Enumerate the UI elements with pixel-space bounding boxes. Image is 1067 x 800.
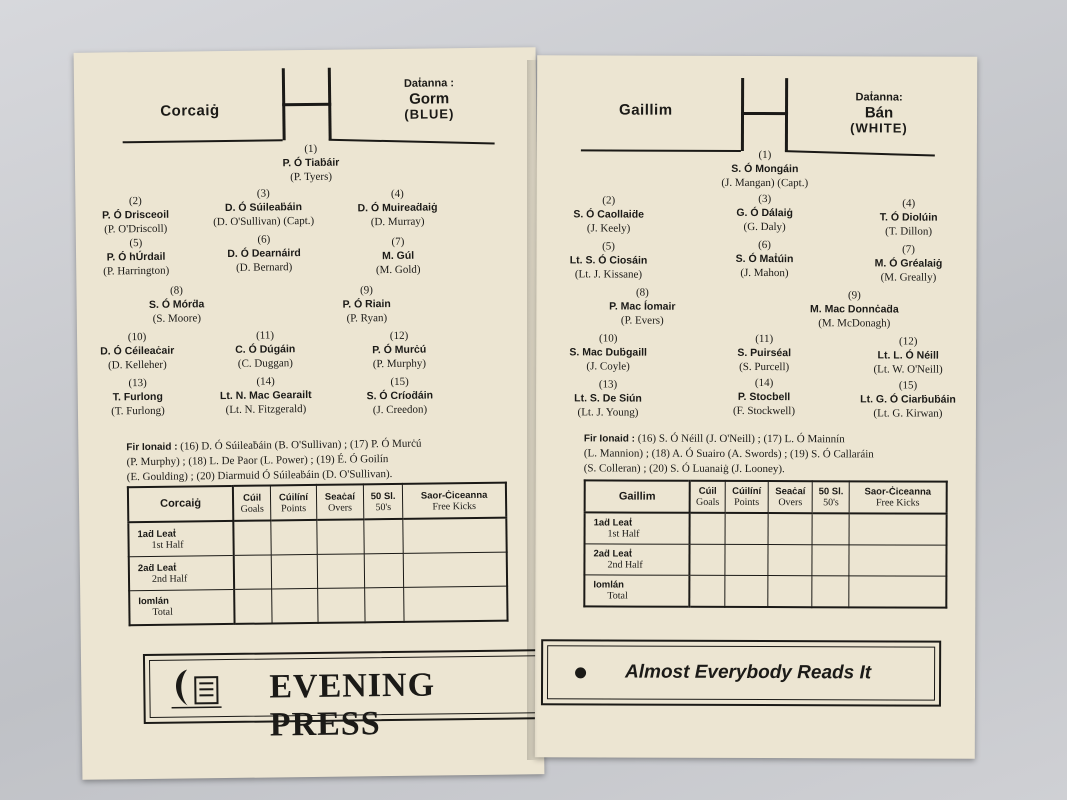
column-english: Goals xyxy=(695,496,720,508)
left-colours xyxy=(374,76,485,122)
player-name-english: (M. Greally) xyxy=(880,271,937,284)
score-cell[interactable] xyxy=(689,575,725,607)
player-number: (4) xyxy=(390,187,404,200)
right-player xyxy=(834,196,984,239)
score-cell[interactable] xyxy=(768,576,813,608)
score-cell[interactable] xyxy=(364,519,404,554)
player-name-irish: M. Gúl xyxy=(381,249,415,263)
player-name-english: (G. Daly) xyxy=(743,220,786,234)
player-name-english: (F. Stockwell) xyxy=(732,404,796,418)
player-name-irish: D. Ó Muireaḋaiġ xyxy=(357,201,438,215)
player-number: (2) xyxy=(128,195,142,208)
score-column-header xyxy=(271,485,317,521)
score-cell[interactable] xyxy=(234,589,272,624)
player-number: (8) xyxy=(169,284,183,297)
score-row-header xyxy=(129,556,234,591)
right-player xyxy=(533,331,683,374)
player-name-english: (P. Harrington) xyxy=(103,264,170,278)
player-name-english: (Lt. J. Kissane) xyxy=(574,268,643,281)
score-column-header xyxy=(363,484,403,520)
player-name-irish: Lt. L. Ó Néill xyxy=(877,349,939,362)
player-name-english: (D. O'Sullivan) (Capt.) xyxy=(213,214,315,229)
score-cell[interactable] xyxy=(725,513,768,545)
score-column-header xyxy=(403,483,507,519)
right-player xyxy=(689,332,839,375)
row-english: 2nd Half xyxy=(151,573,188,585)
score-row-header xyxy=(129,589,234,625)
row-irish: 2aḋ Leaṫ xyxy=(137,562,177,574)
right-subs-line: (16) S. Ó Néill (J. O'Neill) ; (17) L. Ó Mainnín xyxy=(637,432,845,446)
row-irish: 1aḋ Leaṫ xyxy=(137,528,177,540)
score-cell[interactable] xyxy=(690,513,726,545)
left-colours-label: Daṫanna : xyxy=(403,77,455,90)
player-name-english: (J. Mahon) xyxy=(740,266,789,280)
score-cell[interactable] xyxy=(317,520,365,555)
right-player xyxy=(689,238,839,281)
evening-press-ad-slogan xyxy=(541,639,941,706)
right-player xyxy=(690,148,840,191)
player-name-english: (P. Murphy) xyxy=(372,357,427,371)
left-player xyxy=(101,283,252,327)
player-number: (15) xyxy=(898,379,918,392)
score-cell[interactable] xyxy=(725,545,768,576)
player-number: (4) xyxy=(902,197,916,210)
left-player xyxy=(324,328,475,372)
score-row-header xyxy=(585,513,690,545)
left-subs-label: Fir Ionaid : xyxy=(126,441,178,454)
score-cell[interactable] xyxy=(849,545,946,576)
score-column-header xyxy=(725,481,768,513)
player-name-english: (P. O'Driscoll) xyxy=(104,222,168,236)
player-number: (1) xyxy=(304,142,318,156)
score-cell[interactable] xyxy=(689,544,725,575)
right-page xyxy=(535,55,977,759)
score-cell[interactable] xyxy=(849,513,946,545)
player-name-english: (J. Keely) xyxy=(586,222,631,235)
column-english: 50's xyxy=(375,501,392,513)
player-name-english: (D. Kelleher) xyxy=(107,358,167,372)
score-column-header xyxy=(768,481,813,513)
left-subs-line: (E. Goulding) ; (20) Diarmuid Ó Súileaḃáin (D. O'Sullivan). xyxy=(126,467,393,484)
column-english: Free Kicks xyxy=(875,497,920,509)
player-name-irish: M. Mac Donnċaḋa xyxy=(809,303,899,316)
score-cell[interactable] xyxy=(271,555,317,589)
player-name-irish: M. Ó Gréalaiġ xyxy=(874,257,943,270)
score-cell[interactable] xyxy=(403,552,507,587)
right-player xyxy=(833,242,983,285)
player-number: (10) xyxy=(127,330,147,344)
score-cell[interactable] xyxy=(812,576,849,608)
row-english: 2nd Half xyxy=(607,559,643,571)
player-name-irish: G. Ó Dálaiġ xyxy=(736,206,793,220)
player-name-irish: T. Furlong xyxy=(112,390,163,404)
player-number: (5) xyxy=(129,237,143,250)
row-english: Total xyxy=(607,590,628,602)
player-name-english: (J. Coyle) xyxy=(586,360,630,373)
score-cell[interactable] xyxy=(768,513,813,545)
player-name-irish: Lt. S. Ó Ciosáin xyxy=(569,254,648,267)
player-name-irish: P. Stocbell xyxy=(737,390,791,404)
column-irish: Seaċaí xyxy=(324,491,356,503)
left-player xyxy=(323,234,474,278)
score-cell[interactable] xyxy=(812,513,849,545)
right-player xyxy=(534,193,684,236)
column-irish: Cúilíní xyxy=(732,485,762,498)
score-cell[interactable] xyxy=(365,587,405,622)
score-table-team: Gaillim xyxy=(585,480,690,513)
evening-press-ad xyxy=(143,649,554,744)
player-name-irish: S. Mac Duḃgaill xyxy=(569,346,648,359)
row-irish: Iomlán xyxy=(138,596,169,608)
column-irish: Cúil xyxy=(698,485,717,497)
player-name-irish: S. Ó Mongáin xyxy=(731,162,799,176)
left-score-table xyxy=(127,482,509,627)
left-player xyxy=(189,232,340,276)
player-name-irish: S. Ó Maṫúin xyxy=(735,252,794,266)
score-column-header xyxy=(316,484,364,520)
left-subs-line: (16) D. Ó Súileaḃáin (B. O'Sullivan) ; (17) P. Ó Murċú xyxy=(180,437,422,453)
left-player xyxy=(322,186,473,230)
column-english: Points xyxy=(281,502,307,514)
player-number: (7) xyxy=(902,243,915,256)
player-number: (9) xyxy=(847,289,861,302)
player-name-irish: Lt. S. De Siún xyxy=(574,392,642,405)
score-row-header xyxy=(584,544,689,575)
score-table-team: Corcaiġ xyxy=(128,486,233,522)
left-page xyxy=(74,47,545,780)
row-english: 1st Half xyxy=(151,539,184,551)
player-name-irish: S. Ó Mórḋa xyxy=(148,298,205,311)
player-number: (3) xyxy=(758,193,772,206)
player-name-english: (Lt. G. Kirwan) xyxy=(873,407,943,420)
book-spine xyxy=(527,60,545,760)
player-number: (13) xyxy=(598,378,618,391)
player-number: (14) xyxy=(754,376,774,390)
player-number: (7) xyxy=(391,235,405,248)
player-name-english: (M. McDonagh) xyxy=(818,317,891,330)
player-name-irish: T. Ó Diolúin xyxy=(879,211,938,224)
score-cell[interactable] xyxy=(317,588,365,623)
right-player xyxy=(779,288,929,331)
left-subs-line: (P. Murphy) ; (18) L. De Paor (L. Power) ; (19) É. Ó Goilín xyxy=(126,453,389,469)
ad-title: EVENING PRESS xyxy=(269,666,436,744)
score-column-header xyxy=(812,481,849,513)
left-substitutes xyxy=(126,435,517,485)
right-player xyxy=(533,377,683,420)
left-player xyxy=(191,374,342,418)
ad-slogan: Almost Everybody Reads It xyxy=(625,661,872,684)
player-name-english: (Lt. J. Young) xyxy=(577,406,639,419)
column-english: Overs xyxy=(778,497,803,509)
player-name-irish: S. Ó Críoḋáin xyxy=(366,389,434,403)
score-column-header xyxy=(849,481,946,513)
row-english: Total xyxy=(152,607,173,619)
right-subs-line: (L. Mannion) ; (18) A. Ó Suairo (A. Swords) ; (19) S. Ó Callaráin xyxy=(583,447,874,461)
right-player xyxy=(833,334,983,377)
right-player xyxy=(533,239,683,282)
row-irish: 2aḋ Leaṫ xyxy=(593,548,633,560)
player-name-english: (Lt. W. O'Neill) xyxy=(873,363,943,376)
right-subs-label: Fir Ionaid : xyxy=(583,433,636,445)
player-name-english: (M. Gold) xyxy=(375,263,421,277)
score-row-header xyxy=(584,575,689,607)
column-irish: Saor-Ċiceanna xyxy=(864,486,932,498)
score-cell[interactable] xyxy=(272,588,318,623)
player-number: (9) xyxy=(360,284,373,297)
left-team-name: Corcaiġ xyxy=(160,102,220,120)
row-irish: Iomlán xyxy=(593,579,625,591)
player-number: (6) xyxy=(758,239,771,252)
player-name-irish: P. Ó hÚrdail xyxy=(106,250,166,264)
score-cell[interactable] xyxy=(768,545,813,576)
player-name-irish: P. Ó Riain xyxy=(342,297,391,311)
column-irish: Seaċaí xyxy=(775,486,806,498)
right-team-name: Gaillim xyxy=(619,101,673,119)
player-number: (11) xyxy=(256,329,275,342)
right-colours-irish: Bán xyxy=(864,104,894,122)
column-english: Overs xyxy=(328,502,353,514)
player-name-irish: D. Ó Súileaḃáin xyxy=(224,201,303,215)
score-column-header xyxy=(233,485,271,521)
player-name-irish: S. Ó Caollaiḋe xyxy=(573,208,644,221)
right-colours xyxy=(819,90,939,135)
player-number: (1) xyxy=(758,149,772,162)
player-name-irish: Lt. G. Ó Ciarḃuḃáin xyxy=(860,393,956,406)
score-cell[interactable] xyxy=(849,576,946,608)
player-name-irish: P. Ó Drisceoil xyxy=(102,208,170,222)
player-name-english: (D. Murray) xyxy=(370,215,425,229)
score-row-header xyxy=(128,521,233,557)
player-number: (8) xyxy=(635,286,649,299)
player-name-english: (S. Moore) xyxy=(152,312,202,325)
score-cell[interactable] xyxy=(317,554,365,588)
player-name-irish: S. Puirséal xyxy=(737,346,792,360)
player-number: (5) xyxy=(602,240,615,253)
right-player xyxy=(690,192,840,235)
column-irish: 50 Sl. xyxy=(370,490,396,502)
score-cell[interactable] xyxy=(812,545,849,576)
score-cell[interactable] xyxy=(725,575,768,607)
player-name-english: (P. Tyers) xyxy=(290,170,333,184)
column-english: Free Kicks xyxy=(432,500,477,513)
right-player xyxy=(833,378,983,421)
left-player xyxy=(325,374,476,418)
row-irish: 1aḋ Leaṫ xyxy=(593,517,633,529)
column-irish: Cúilíní xyxy=(278,491,309,503)
score-cell[interactable] xyxy=(233,521,271,556)
right-player xyxy=(567,285,717,328)
score-cell[interactable] xyxy=(404,586,508,622)
column-irish: Cúil xyxy=(243,492,262,504)
player-number: (11) xyxy=(755,332,774,346)
player-name-irish: C. Ó Dúgáin xyxy=(235,343,296,356)
row-english: 1st Half xyxy=(607,528,640,540)
column-irish: Saor-Ċiceanna xyxy=(420,489,488,502)
column-irish: 50 Sl. xyxy=(818,486,844,498)
player-name-english: (J. Mangan) (Capt.) xyxy=(721,176,809,190)
player-name-english: (D. Bernard) xyxy=(236,261,293,274)
score-cell[interactable] xyxy=(271,520,317,555)
left-player xyxy=(236,141,387,185)
player-name-irish: D. Ó Céileaċair xyxy=(100,344,175,358)
right-score-table xyxy=(583,479,947,608)
player-number: (12) xyxy=(389,329,409,343)
player-number: (10) xyxy=(599,332,618,345)
player-number: (6) xyxy=(257,233,271,246)
score-cell[interactable] xyxy=(234,555,272,589)
right-colours-label: Daṫanna: xyxy=(855,91,903,104)
column-english: Goals xyxy=(240,503,264,515)
player-number: (15) xyxy=(390,375,409,389)
player-number: (12) xyxy=(899,335,918,348)
player-name-english: (Lt. N. Fitzgerald) xyxy=(225,403,307,417)
column-english: 50's xyxy=(823,497,839,509)
player-name-irish: P. Ó Tiaḃáir xyxy=(282,156,340,170)
score-cell[interactable] xyxy=(403,518,507,554)
player-name-irish: D. Ó Dearnáird xyxy=(227,247,301,260)
left-colours-irish: Gorm xyxy=(409,90,450,108)
player-number: (13) xyxy=(128,376,147,390)
player-number: (2) xyxy=(602,194,616,207)
player-name-english: (P. Ryan) xyxy=(346,312,388,325)
player-name-irish: P. Ó Murċú xyxy=(372,343,427,357)
right-substitutes xyxy=(584,431,964,477)
player-name-english: (T. Furlong) xyxy=(111,404,165,418)
column-english: Points xyxy=(734,497,760,509)
left-player xyxy=(190,328,341,372)
score-cell[interactable] xyxy=(364,554,404,588)
bullet-icon xyxy=(575,667,586,678)
left-colours-english: (BLUE) xyxy=(404,106,455,122)
player-number: (14) xyxy=(256,375,275,388)
player-name-english: (T. Dillon) xyxy=(885,225,933,238)
player-name-irish: Lt. N. Mac Gearailt xyxy=(219,388,312,403)
player-name-english: (C. Duggan) xyxy=(237,357,293,370)
score-column-header xyxy=(690,481,726,513)
player-name-irish: P. Mac Íomair xyxy=(609,300,676,313)
right-player xyxy=(689,376,839,419)
player-name-english: (S. Purcell) xyxy=(739,360,790,374)
left-player xyxy=(291,282,442,326)
player-name-english: (P. Evers) xyxy=(620,314,664,327)
player-number: (3) xyxy=(256,187,270,200)
newspaper-logo-icon xyxy=(165,665,226,717)
left-player xyxy=(188,186,339,230)
right-colours-english: (WHITE) xyxy=(850,120,908,136)
player-name-english: (J. Creedon) xyxy=(372,403,428,417)
right-subs-line: (S. Colleran) ; (20) S. Ó Luanaiġ (J. Looney). xyxy=(583,462,785,476)
